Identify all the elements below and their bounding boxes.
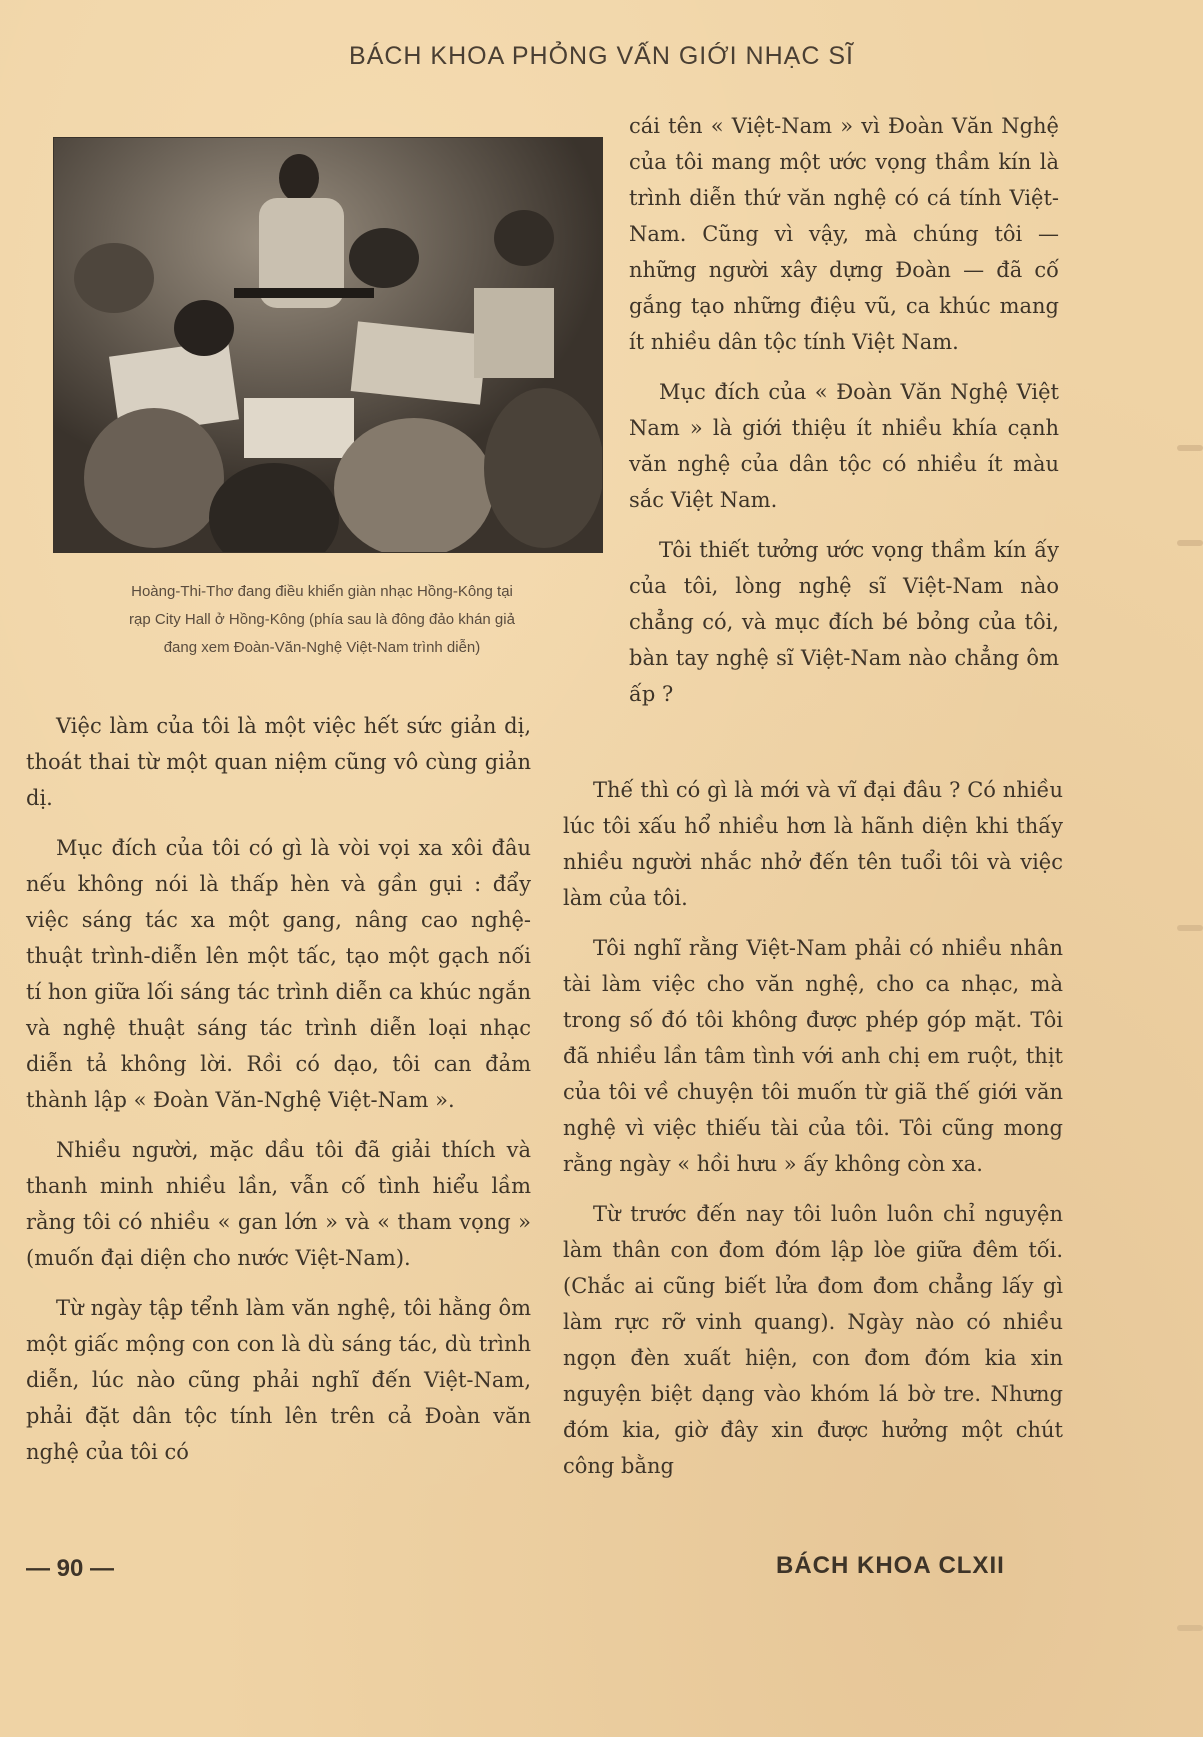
concert-photo xyxy=(53,137,603,553)
paragraph: Từ trước đến nay tôi luôn luôn chỉ nguyện làm thân con đom đóm lập lòe giữa đêm tối. (Chắc ai cũng biết lửa đom đom chẳng lấy gì làm rực rỡ vinh quang). Ngày nào có nhiều ngọn đèn xuất hiện, con đom đóm kia xin nguyện biệt dạng vào khóm lá bờ tre. Nhưng đóm kia, giờ đây xin được hưởng một chút công bằng xyxy=(563,1202,1063,1478)
magazine-footer: BÁCH KHOA CLXII xyxy=(776,1552,1005,1579)
paragraph: Mục đích của tôi có gì là vòi vọi xa xôi đâu nếu không nói là thấp hèn và gần gụi : đẩy việc sáng tác xa một gang, nâng cao nghệ-thuật trình-diễn lên một tấc, tạo một gạch nối tí hon giữa lối sáng tác trình diễn ca khúc ngắn và nghệ thuật sáng tác trình diễn loại nhạc diễn tả không lời. Rồi có dạo, tôi can đảm thành lập « Đoàn Văn-Nghệ Việt-Nam ». xyxy=(26,836,531,1112)
page-header: BÁCH KHOA PHỎNG VẤN GIỚI NHẠC SĨ xyxy=(349,42,854,70)
paper-edge-mark xyxy=(1177,540,1203,546)
photo-image xyxy=(54,138,602,552)
photo-caption xyxy=(22,578,622,662)
paragraph: Mục đích của « Đoàn Văn Nghệ Việt Nam » là giới thiệu ít nhiều khía cạnh văn nghệ của dân tộc có nhiều ít màu sắc Việt Nam. xyxy=(629,380,1059,512)
paper-edge-mark xyxy=(1177,445,1203,451)
right-column-bottom xyxy=(563,772,1063,1498)
paragraph: Thế thì có gì là mới và vĩ đại đâu ? Có nhiều lúc tôi xấu hổ nhiều hơn là hãnh diện khi thấy nhiều người nhắc nhở đến tên tuổi tôi và việc làm của tôi. xyxy=(563,778,1063,910)
right-column-top xyxy=(629,108,1059,726)
caption-line: Hoàng-Thi-Thơ đang điều khiển giàn nhạc Hồng-Kông tại xyxy=(131,583,513,600)
paper-edge-mark xyxy=(1177,1625,1203,1631)
paragraph: Nhiều người, mặc dầu tôi đã giải thích và thanh minh nhiều lần, vẫn cố tình hiểu lầm rằng tôi có nhiều « gan lớn » và « tham vọng » (muốn đại diện cho nước Việt-Nam). xyxy=(26,1138,531,1270)
left-column xyxy=(26,708,531,1484)
paragraph: Từ ngày tập tểnh làm văn nghệ, tôi hằng ôm một giấc mộng con con là dù sáng tác, dù trình diễn, lúc nào cũng phải nghĩ đến Việt-Nam, phải đặt dân tộc tính lên trên cả Đoàn văn nghệ của tôi có xyxy=(26,1296,531,1464)
page-number: — 90 — xyxy=(26,1555,115,1582)
paragraph: Tôi nghĩ rằng Việt-Nam phải có nhiều nhân tài làm việc cho văn nghệ, cho ca nhạc, mà trong số đó tôi không được phép góp mặt. Tôi đã nhiều lần tâm tình với anh chị em ruột, thịt của tôi về chuyện tôi muốn từ giã thế giới văn nghệ vì việc thiếu tài của tôi. Tôi cũng mong rằng ngày « hồi hưu » ấy không còn xa. xyxy=(563,936,1063,1176)
paragraph: Tôi thiết tưởng ước vọng thầm kín ấy của tôi, lòng nghệ sĩ Việt-Nam nào chẳng có, và mục đích bé bỏng của tôi, bàn tay nghệ sĩ Việt-Nam nào chẳng ôm ấp ? xyxy=(629,538,1059,706)
caption-line: đang xem Đoàn-Văn-Nghệ Việt-Nam trình diễn) xyxy=(163,639,481,656)
paragraph: cái tên « Việt-Nam » vì Đoàn Văn Nghệ của tôi mang một ước vọng thầm kín là trình diễn thứ văn nghệ có cá tính Việt-Nam. Cũng vì vậy, mà chúng tôi — những người xây dựng Đoàn — đã cố gắng tạo những điệu vũ, ca khúc mang ít nhiều dân tộc tính Việt Nam. xyxy=(629,114,1059,354)
paragraph: Việc làm của tôi là một việc hết sức giản dị, thoát thai từ một quan niệm cũng vô cùng giản dị. xyxy=(26,714,531,810)
caption-line: rạp City Hall ở Hồng-Kông (phía sau là đông đảo khán giả xyxy=(129,611,515,628)
paper-edge-mark xyxy=(1177,925,1203,931)
